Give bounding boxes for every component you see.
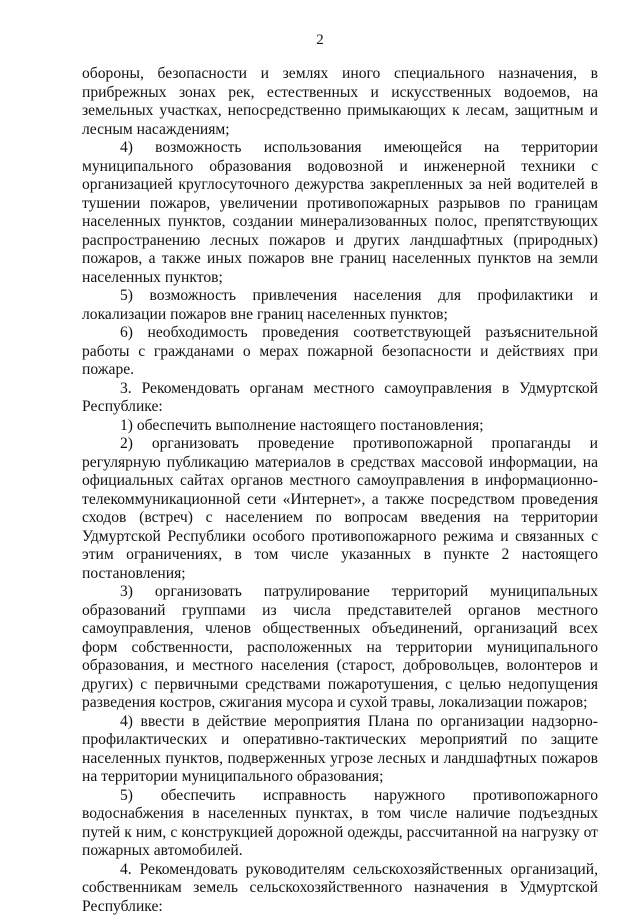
paragraph-section-3-item-5: 5) обеспечить исправность наружного противопожарного водоснабжения в населенных пунктах, в том числе наличие подъездных путей к ним, с конструкцией дорожной одежды, рассчитанной на нагрузку от пожарных автомобилей. <box>82 787 598 861</box>
page-number: 2 <box>0 31 640 49</box>
paragraph-item-6: 6) необходимость проведения соответствующей разъяснительной работы с гражданами о мерах пожарной безопасности и действиях при пожаре. <box>82 324 598 380</box>
paragraph-section-3-item-1: 1) обеспечить выполнение настоящего постановления; <box>82 417 598 436</box>
paragraph-section-4: 4. Рекомендовать руководителям сельскохозяйственных организаций, собственникам земель сельскохозяйственного назначения в Удмуртской Республике: <box>82 861 598 916</box>
paragraph-section-3-item-4: 4) ввести в действие мероприятия Плана по организации надзорно-профилактических и оперативно-тактических мероприятий по защите населенных пунктов, подверженных угрозе лесных и ландшафтных пожаров на территории муниципального образования; <box>82 713 598 787</box>
paragraph-section-3: 3. Рекомендовать органам местного самоуправления в Удмуртской Республике: <box>82 380 598 417</box>
document-body <box>82 65 598 916</box>
paragraph-section-3-item-2: 2) организовать проведение противопожарной пропаганды и регулярную публикацию материалов в средствах массовой информации, на официальных сайтах органов местного самоуправления в информационно-телекоммуникационной сети «Интернет», а также посредством проведения сходов (встреч) с населением по вопросам введения на территории Удмуртской Республики особого противопожарного режима и связанных с этим ограничениях, в том числе указанных в пункте 2 настоящего постановления; <box>82 435 598 583</box>
paragraph-section-3-item-3: 3) организовать патрулирование территорий муниципальных образований группами из числа представителей органов местного самоуправления, членов общественных объединений, организаций всех форм собственности, расположенных на территории муниципального образования, и местного населения (старост, добровольцев, волонтеров и других) с первичными средствами пожаротушения, с целью недопущения разведения костров, сжигания мусора и сухой травы, локализации пожаров; <box>82 583 598 713</box>
paragraph-continuation: обороны, безопасности и землях иного специального назначения, в прибрежных зонах рек, естественных и искусственных водоемов, на земельных участках, непосредственно примыкающих к лесам, защитным и лесным насаждениям; <box>82 65 598 139</box>
paragraph-item-5: 5) возможность привлечения населения для профилактики и локализации пожаров вне границ населенных пунктов; <box>82 287 598 324</box>
paragraph-item-4: 4) возможность использования имеющейся на территории муниципального образования водовозной и инженерной техники с организацией круглосуточного дежурства закрепленных за ней водителей в тушении пожаров, увеличении противопожарных разрывов по границам населенных пунктов, создании минерализованных полос, препятствующих распространению лесных пожаров и других ландшафтных (природных) пожаров, а также иных пожаров вне границ населенных пунктов на земли населенных пунктов; <box>82 139 598 287</box>
